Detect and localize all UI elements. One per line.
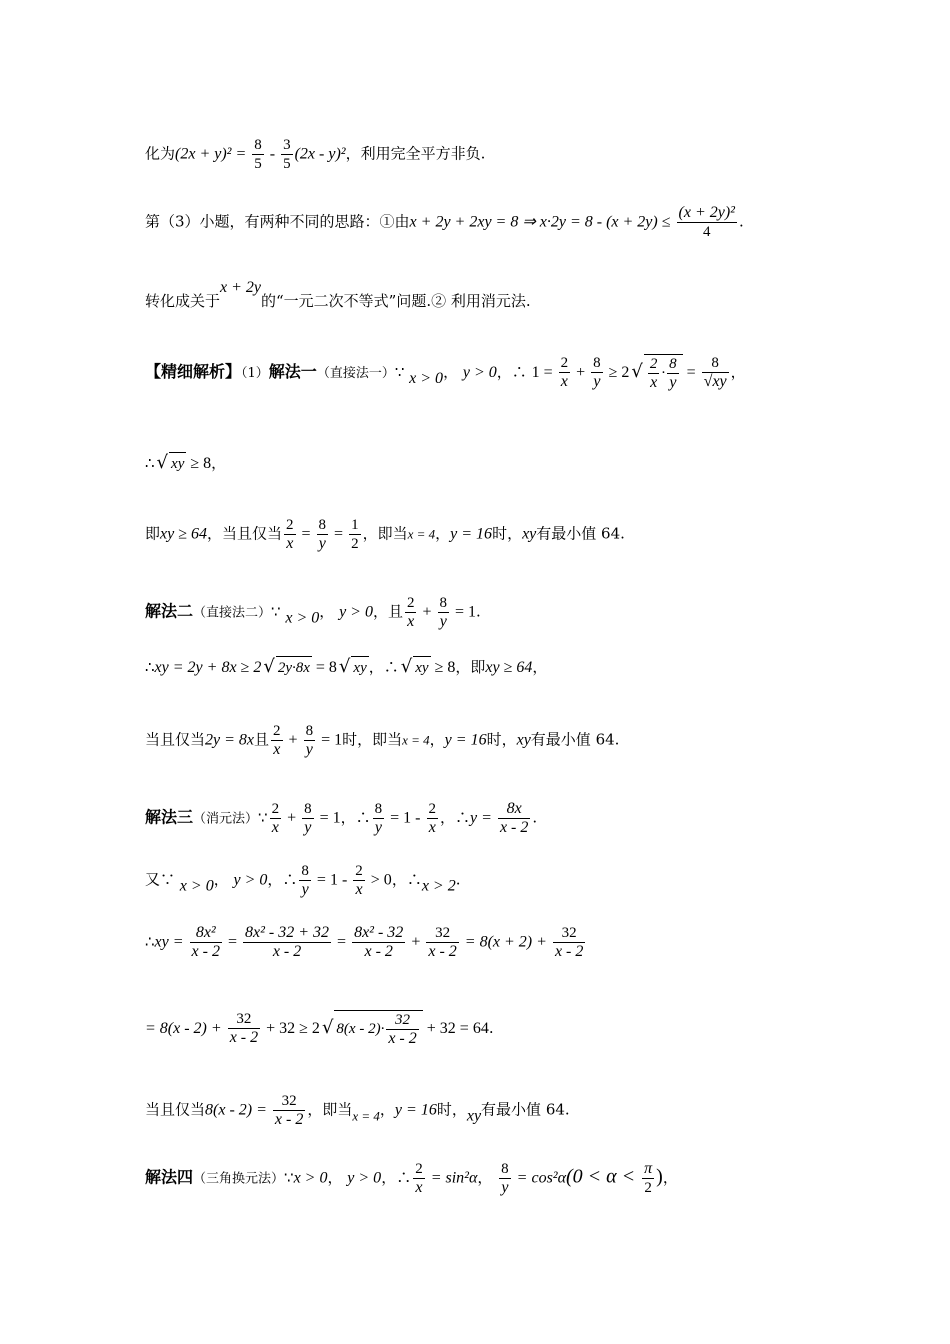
denominator: x - 2 <box>274 1111 304 1128</box>
radical-sign: √ <box>263 656 275 677</box>
denominator: x <box>413 1178 425 1197</box>
text: 又∵ <box>145 870 176 889</box>
operator: = <box>333 933 351 951</box>
fraction <box>405 594 417 631</box>
text: ， <box>429 730 445 749</box>
text: （1） <box>241 365 269 381</box>
numerator: 8 <box>318 517 327 533</box>
text: . <box>476 602 481 621</box>
text: 的“一元二次不等式”问题.② 利用消元法. <box>261 292 531 310</box>
numerator: 2 <box>560 355 569 372</box>
operator: = <box>330 525 348 543</box>
text: 转化成关于 <box>145 292 221 310</box>
formula: = cos²α <box>512 1169 566 1187</box>
denominator: x <box>427 818 439 837</box>
fraction <box>413 1160 425 1197</box>
formula: x + 2y + 2xy = 8 ⇒ x·2y = 8 - (x + 2y) ≤ <box>409 213 675 231</box>
line-3 <box>145 279 890 313</box>
method-label: 解法四 <box>145 1167 194 1187</box>
fraction <box>352 924 405 961</box>
formula: xy = 2y + 8x ≥ 2 <box>154 659 262 676</box>
denominator: x <box>559 372 571 391</box>
radicand: xy <box>169 452 186 475</box>
denominator: y <box>591 372 603 391</box>
numerator: (x + 2y)² <box>678 204 735 221</box>
line-7 <box>145 594 890 631</box>
radicand: xy <box>351 656 368 679</box>
formula: y > 0 <box>339 603 373 621</box>
numerator: 8 <box>593 355 601 372</box>
line-2 <box>145 204 890 241</box>
text: ， <box>435 524 451 543</box>
formula: xy = <box>154 933 188 951</box>
text: ， <box>319 602 335 621</box>
text: ，且 <box>372 602 403 621</box>
numerator: 2 <box>273 723 281 739</box>
fraction <box>373 800 385 837</box>
denominator: y <box>373 818 385 837</box>
line-8 <box>145 656 890 679</box>
formula: y = 16 <box>444 731 487 749</box>
formula: = 1 <box>451 603 477 621</box>
denominator: 5 <box>283 156 291 172</box>
method-note: （直接法一） <box>316 365 395 381</box>
numerator: 32 <box>281 1093 297 1109</box>
text: ，∴ <box>267 870 298 889</box>
radicand: $\frac{2}{x}$ · $\frac{8}{y}$ <box>644 354 683 392</box>
text: . <box>532 808 538 827</box>
text: . <box>738 212 744 231</box>
formula: = 1 <box>317 731 343 749</box>
fraction <box>270 800 282 837</box>
formula: x > 0 <box>293 1169 328 1187</box>
method-label: 解法二 <box>145 601 194 621</box>
formula: 2y = 8x <box>205 731 255 749</box>
denominator: y <box>499 1178 511 1197</box>
fraction <box>426 924 458 961</box>
text: ， <box>662 1168 678 1187</box>
formula: x > 2 <box>421 877 456 895</box>
formula: > 0 <box>366 871 392 889</box>
formula: = 8(x + 2) + <box>460 933 551 951</box>
numerator: 2 <box>286 517 294 533</box>
text: ， <box>327 1168 343 1187</box>
denominator: x - 2 <box>428 943 457 960</box>
formula: x = 4 <box>402 732 430 748</box>
formula: x + 2y <box>220 279 262 296</box>
numerator: 8x² <box>195 924 216 941</box>
fraction <box>349 516 361 553</box>
text: ，∴ <box>391 870 422 889</box>
fraction <box>317 516 329 553</box>
text: ∵ <box>284 1168 294 1187</box>
text: 时， <box>436 1100 467 1119</box>
formula: ≥ 8 <box>430 659 456 676</box>
formula: (2x + y)² = <box>175 145 251 163</box>
text: ∵ <box>271 602 281 621</box>
fraction <box>302 800 314 837</box>
fraction <box>228 1010 260 1047</box>
fraction <box>284 516 296 553</box>
text: ，∴ <box>381 1168 412 1187</box>
text: ， <box>211 454 227 472</box>
fraction <box>386 1011 418 1048</box>
operator: - <box>265 145 280 163</box>
denominator: y <box>438 612 450 631</box>
operator: = <box>682 363 700 381</box>
radical-sign: √ <box>400 656 413 677</box>
text: 时， <box>486 730 517 749</box>
denominator: x <box>284 534 296 553</box>
numerator: 8 <box>439 595 448 611</box>
fraction <box>281 136 293 173</box>
formula: (0 < α < <box>566 1165 641 1188</box>
operator: = <box>297 525 315 543</box>
numerator: 2 <box>415 1161 423 1177</box>
denominator: 4 <box>677 222 737 241</box>
numerator: 8 <box>254 137 262 153</box>
radical-sign: √ <box>156 452 169 473</box>
denominator: x <box>270 818 282 837</box>
fraction <box>271 722 283 759</box>
numerator: 32 <box>236 1011 252 1028</box>
line-9 <box>145 722 890 759</box>
text: ，∴ <box>340 808 371 827</box>
formula: = 1 - <box>386 809 425 827</box>
numerator: 8x² - 32 + 32 <box>245 924 330 941</box>
radicand: xy <box>413 656 430 679</box>
fraction <box>273 1092 305 1129</box>
text: 第（3）小题，有两种不同的思路：①由 <box>145 212 410 231</box>
line-15 <box>145 1160 890 1197</box>
fraction <box>642 1160 654 1197</box>
denominator: x - 2 <box>554 943 584 960</box>
numerator: 3 <box>283 137 291 153</box>
method-label: 解法三 <box>145 807 194 827</box>
numerator: 8 <box>669 356 677 372</box>
denominator: x - 2 <box>352 942 405 961</box>
numerator: 8x² - 32 <box>354 924 404 941</box>
line-14 <box>145 1092 890 1129</box>
formula: xy ≥ 64 <box>160 525 207 543</box>
numerator: 8 <box>711 355 719 372</box>
operator: + <box>284 731 302 749</box>
formula: (2x - y)² <box>294 145 346 163</box>
formula: = 1 <box>315 809 341 827</box>
line-6 <box>145 516 890 553</box>
text: ，∴ <box>368 658 399 676</box>
fraction <box>353 862 365 899</box>
denominator: x - 2 <box>243 942 331 961</box>
operator: + <box>572 363 590 381</box>
radical-sign: √ <box>631 360 643 382</box>
fraction <box>559 354 571 391</box>
text: 时， <box>492 524 523 543</box>
formula: ) <box>656 1165 663 1188</box>
fraction <box>498 800 530 837</box>
line-4 <box>145 354 890 392</box>
operator: + <box>407 933 425 951</box>
operator: ≥ 2 <box>604 363 630 381</box>
formula: xy <box>466 1107 482 1125</box>
fraction <box>299 862 311 899</box>
numerator: 2 <box>428 801 437 817</box>
fraction <box>702 354 729 391</box>
line-1 <box>145 136 890 173</box>
text: ∵ <box>258 808 268 827</box>
radicand: 2y·8x <box>276 656 312 679</box>
numerator: 8x <box>506 800 522 817</box>
text: ，即当 <box>307 1100 353 1119</box>
fraction <box>427 800 439 837</box>
text: ，即 <box>455 658 486 676</box>
text: 即 <box>145 524 161 543</box>
text: ，即当 <box>362 524 408 543</box>
formula: y > 0 <box>233 871 268 889</box>
operator: = <box>223 933 242 951</box>
text: 有最小值 64. <box>536 524 625 543</box>
section-label: 【精细解析】 <box>145 361 242 381</box>
text: ，∴ <box>440 808 471 827</box>
denominator: 5 <box>254 156 262 172</box>
numerator: 32 <box>561 925 577 941</box>
formula: y > 0 <box>347 1169 382 1187</box>
text: 且 <box>254 730 270 749</box>
formula: y > 0 <box>462 363 497 381</box>
denominator: x - 2 <box>191 943 220 960</box>
text: ∴ <box>145 932 155 951</box>
formula: = 8 <box>311 659 337 676</box>
method-note: （消元法） <box>193 811 259 827</box>
text: ∵ <box>394 362 405 381</box>
numerator: 8 <box>305 723 314 739</box>
denominator: 2 <box>351 536 359 552</box>
text: 当且仅当 <box>145 1100 206 1119</box>
formula: y = 16 <box>394 1101 437 1119</box>
fraction <box>677 204 737 241</box>
formula: + 32 ≥ 2 <box>262 1019 320 1037</box>
formula: y = <box>470 809 496 827</box>
formula: x = 4 <box>407 526 436 542</box>
fraction <box>667 355 679 392</box>
text: ， <box>477 1168 493 1187</box>
denominator: y <box>299 880 311 899</box>
text: 当且仅当 <box>145 730 206 749</box>
radicand-text: 8(x - 2)· <box>336 1020 385 1037</box>
formula: xy ≥ 64 <box>485 659 533 676</box>
formula: x = 4 <box>352 1108 380 1124</box>
numerator: π <box>644 1160 653 1177</box>
numerator: 1 <box>351 517 359 533</box>
text: ∴ <box>145 454 155 472</box>
text: ，利用完全平方非负. <box>345 144 486 163</box>
text: . <box>455 870 461 889</box>
text: 时，即当 <box>342 730 403 749</box>
denominator: 2 <box>642 1178 654 1197</box>
numerator: 2 <box>355 863 363 879</box>
numerator: 8 <box>374 801 383 817</box>
method-note: （直接法二） <box>193 605 272 621</box>
denominator: x - 2 <box>229 1029 259 1047</box>
formula: + 32 = 64 <box>422 1019 489 1037</box>
numerator: 8 <box>304 801 312 817</box>
formula: ≥ 8 <box>186 455 212 472</box>
fraction <box>553 924 585 961</box>
text: ， <box>379 1100 395 1119</box>
numerator: 8 <box>501 1161 509 1177</box>
line-11 <box>145 862 890 899</box>
fraction <box>499 1160 511 1197</box>
text: ， <box>443 362 459 381</box>
numerator: 32 <box>435 925 451 941</box>
line-13 <box>145 1010 890 1048</box>
formula: x > 0 <box>179 877 214 895</box>
fraction <box>252 136 264 173</box>
denominator: x <box>353 880 365 899</box>
fraction <box>190 924 222 961</box>
text: ，当且仅当 <box>207 524 283 543</box>
fraction <box>591 354 603 391</box>
text: 化为 <box>145 144 176 163</box>
formula: 8(x - 2) = <box>205 1101 271 1119</box>
denominator: x <box>405 612 417 631</box>
radical-sign: √ <box>321 1016 334 1038</box>
denominator: √xy <box>703 373 727 391</box>
denominator: x - 2 <box>388 1030 417 1047</box>
fraction <box>243 924 331 961</box>
formula: 1 = <box>531 363 557 381</box>
text: ， <box>730 362 746 381</box>
line-12 <box>145 924 890 961</box>
method-label: 解法一 <box>268 361 317 381</box>
text: 有最小值 64. <box>530 730 620 749</box>
method-note: （三角换元法） <box>193 1171 285 1187</box>
fraction <box>304 722 316 759</box>
text: ，∴ <box>496 362 527 381</box>
formula: = sin²α <box>426 1169 478 1187</box>
text: 有最小值 64. <box>481 1100 570 1119</box>
denominator: y <box>304 740 316 759</box>
text: ， <box>213 870 229 889</box>
operator: + <box>418 603 436 621</box>
text: . <box>488 1018 494 1037</box>
text: ∴ <box>145 658 155 676</box>
denominator: x - 2 <box>499 819 529 836</box>
radicand <box>334 1010 422 1048</box>
formula: x > 0 <box>409 369 444 387</box>
line-5 <box>145 452 890 475</box>
denominator: y <box>302 818 314 837</box>
numerator: 2 <box>406 595 415 611</box>
numerator: 2 <box>649 356 658 372</box>
formula: x > 0 <box>285 609 320 627</box>
radical-sign: √ <box>338 656 351 677</box>
text: ， <box>532 658 548 676</box>
fraction <box>438 594 450 631</box>
numerator: 2 <box>271 801 280 817</box>
numerator: 32 <box>395 1012 411 1028</box>
formula: = 1 - <box>312 871 352 889</box>
denominator: x <box>271 740 283 759</box>
denominator: y <box>317 534 329 553</box>
formula: xy <box>522 525 537 543</box>
denominator: y <box>667 373 679 392</box>
formula: xy <box>516 731 531 749</box>
operator: + <box>283 809 301 827</box>
numerator: 8 <box>301 863 309 879</box>
formula: y = 16 <box>450 525 493 543</box>
formula: = 8(x - 2) + <box>145 1019 226 1037</box>
denominator: x <box>648 373 660 392</box>
fraction <box>648 355 660 392</box>
line-10 <box>145 800 890 837</box>
